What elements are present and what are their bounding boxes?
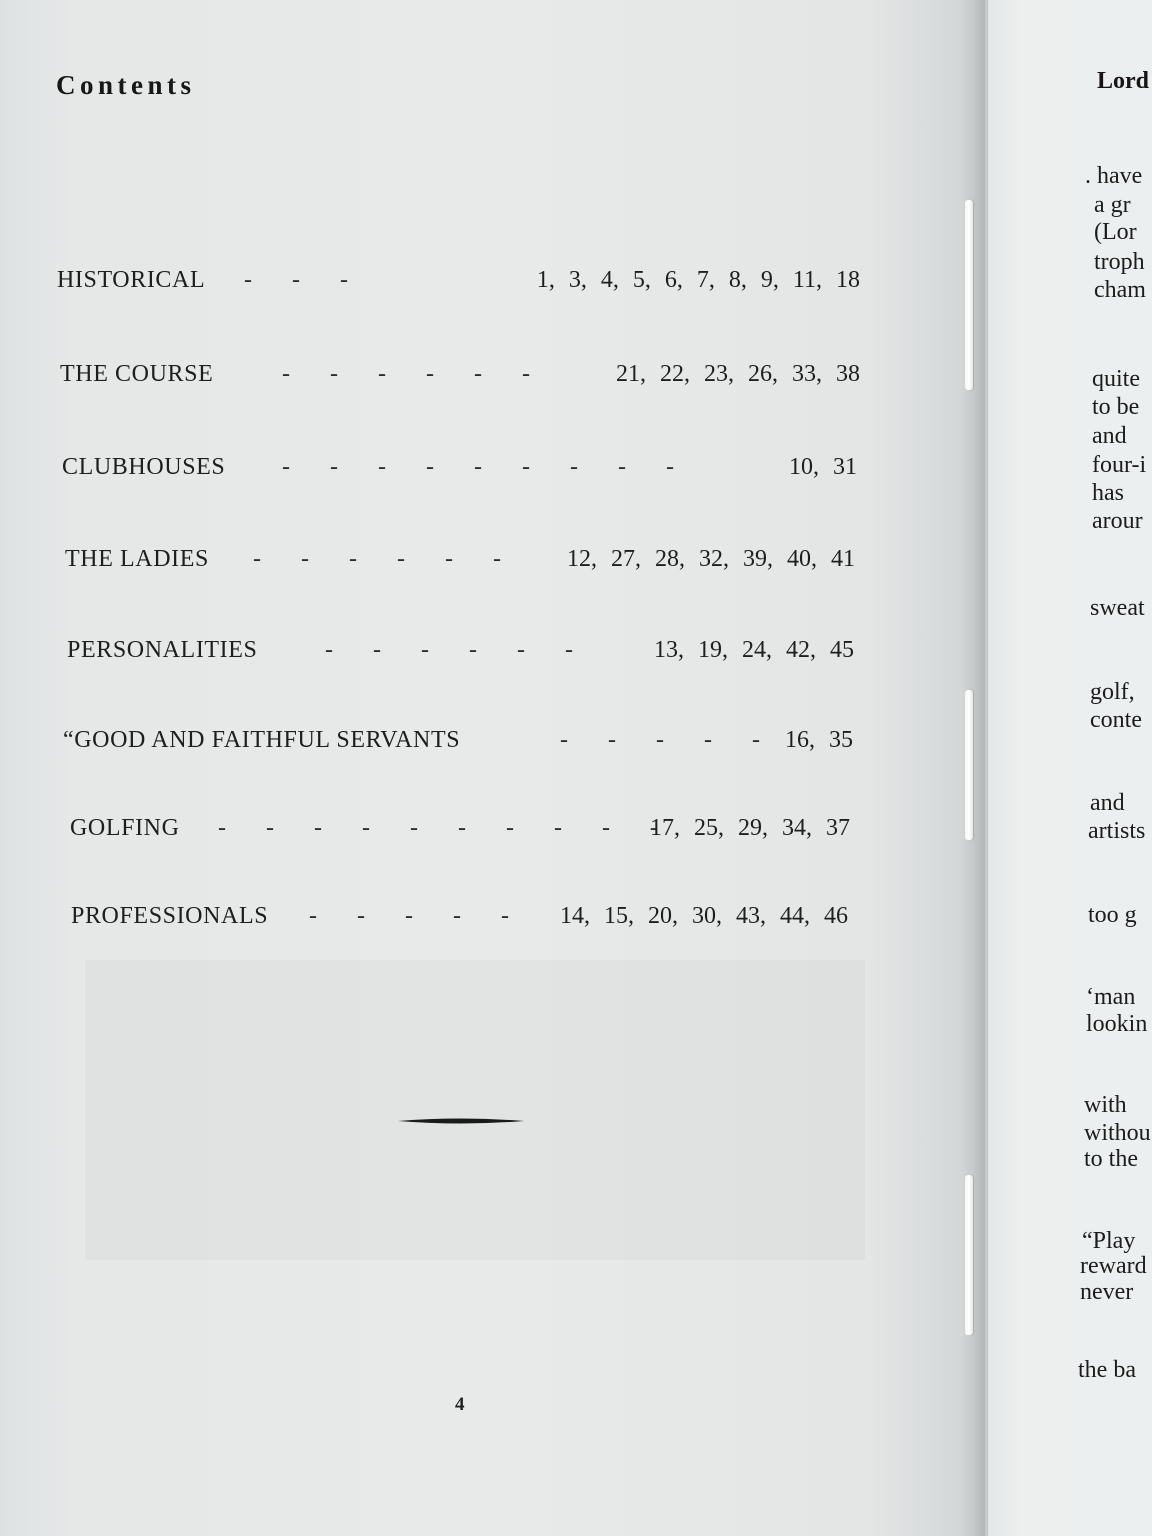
text-fragment: artists — [1088, 818, 1146, 844]
toc-entry — [57, 267, 860, 301]
toc-entry — [65, 546, 855, 580]
toc-entry-pages: 10, 31 — [789, 454, 857, 480]
binding-stitch — [965, 690, 973, 840]
toc-entry-leader: - - - - - — [309, 903, 509, 929]
toc-entry — [71, 903, 848, 937]
text-fragment: conte — [1090, 707, 1142, 733]
text-fragment: four-i — [1092, 452, 1147, 478]
toc-entry-pages: 13, 19, 24, 42, 45 — [654, 637, 854, 663]
toc-entry-pages: 16, 35 — [785, 727, 853, 753]
text-fragment: (Lor — [1094, 219, 1137, 245]
text-fragment: never — [1080, 1279, 1134, 1305]
text-fragment: ‘man — [1086, 984, 1136, 1010]
text-fragment: has — [1092, 480, 1124, 506]
text-fragment: a gr — [1094, 192, 1131, 218]
toc-entry-leader: - - - — [244, 267, 348, 293]
text-fragment: to be — [1092, 394, 1140, 420]
toc-entry — [63, 727, 853, 761]
toc-entry-label: THE LADIES — [65, 546, 209, 572]
text-fragment: reward — [1080, 1253, 1147, 1279]
text-fragment: quite — [1092, 366, 1140, 392]
toc-entry-leader: - - - - - - - - - - — [218, 815, 658, 841]
toc-entry-leader: - - - - - - - - - — [282, 454, 674, 480]
toc-entry-label: HISTORICAL — [57, 267, 206, 293]
text-fragment: “Play — [1082, 1228, 1136, 1254]
text-fragment: to the — [1084, 1146, 1138, 1172]
toc-entry-pages: 21, 22, 23, 26, 33, 38 — [616, 361, 860, 387]
toc-entry — [70, 815, 850, 849]
text-fragment: and — [1090, 790, 1125, 816]
toc-entry-leader: - - - - - — [560, 727, 760, 753]
text-fragment: the ba — [1078, 1357, 1136, 1383]
toc-entry-label: CLUBHOUSES — [62, 454, 226, 480]
decorative-rule — [398, 1117, 524, 1125]
show-through-shading — [85, 960, 865, 1260]
toc-entry — [60, 361, 860, 395]
page-number: 4 — [455, 1394, 465, 1415]
toc-entry-label: “GOOD AND FAITHFUL SERVANTS — [63, 727, 461, 753]
contents-title: Contents — [56, 70, 196, 100]
toc-entry-pages: 17, 25, 29, 34, 37 — [650, 815, 850, 841]
text-fragment: arour — [1092, 508, 1143, 534]
toc-entry-leader: - - - - - - — [282, 361, 530, 387]
toc-entry-pages: 1, 3, 4, 5, 6, 7, 8, 9, 11, 18 — [536, 267, 860, 293]
text-fragment: sweat — [1090, 595, 1145, 621]
text-fragment: golf, — [1090, 679, 1135, 705]
binding-stitch — [965, 1175, 973, 1335]
text-fragment: too g — [1088, 902, 1137, 928]
text-fragment: . have — [1085, 163, 1143, 189]
toc-entry-leader: - - - - - - — [325, 637, 573, 663]
toc-entry-leader: - - - - - - — [253, 546, 501, 572]
text-fragment: with — [1084, 1092, 1127, 1118]
text-fragment: and — [1092, 423, 1127, 449]
toc-entry — [62, 454, 857, 488]
toc-entry-label: PROFESSIONALS — [71, 903, 269, 929]
text-fragment: cham — [1094, 277, 1146, 303]
binding-stitch — [965, 200, 973, 390]
toc-entry-pages: 14, 15, 20, 30, 43, 44, 46 — [560, 903, 848, 929]
text-fragment: withou — [1084, 1120, 1151, 1146]
toc-entry-pages: 12, 27, 28, 32, 39, 40, 41 — [567, 546, 855, 572]
text-fragment: lookin — [1086, 1011, 1148, 1037]
right-page-heading: Lord — [1097, 68, 1150, 94]
toc-entry — [67, 637, 854, 671]
toc-entry-label: GOLFING — [70, 815, 180, 841]
text-fragment: troph — [1094, 249, 1145, 275]
toc-entry-label: THE COURSE — [60, 361, 214, 387]
toc-entry-label: PERSONALITIES — [67, 637, 258, 663]
